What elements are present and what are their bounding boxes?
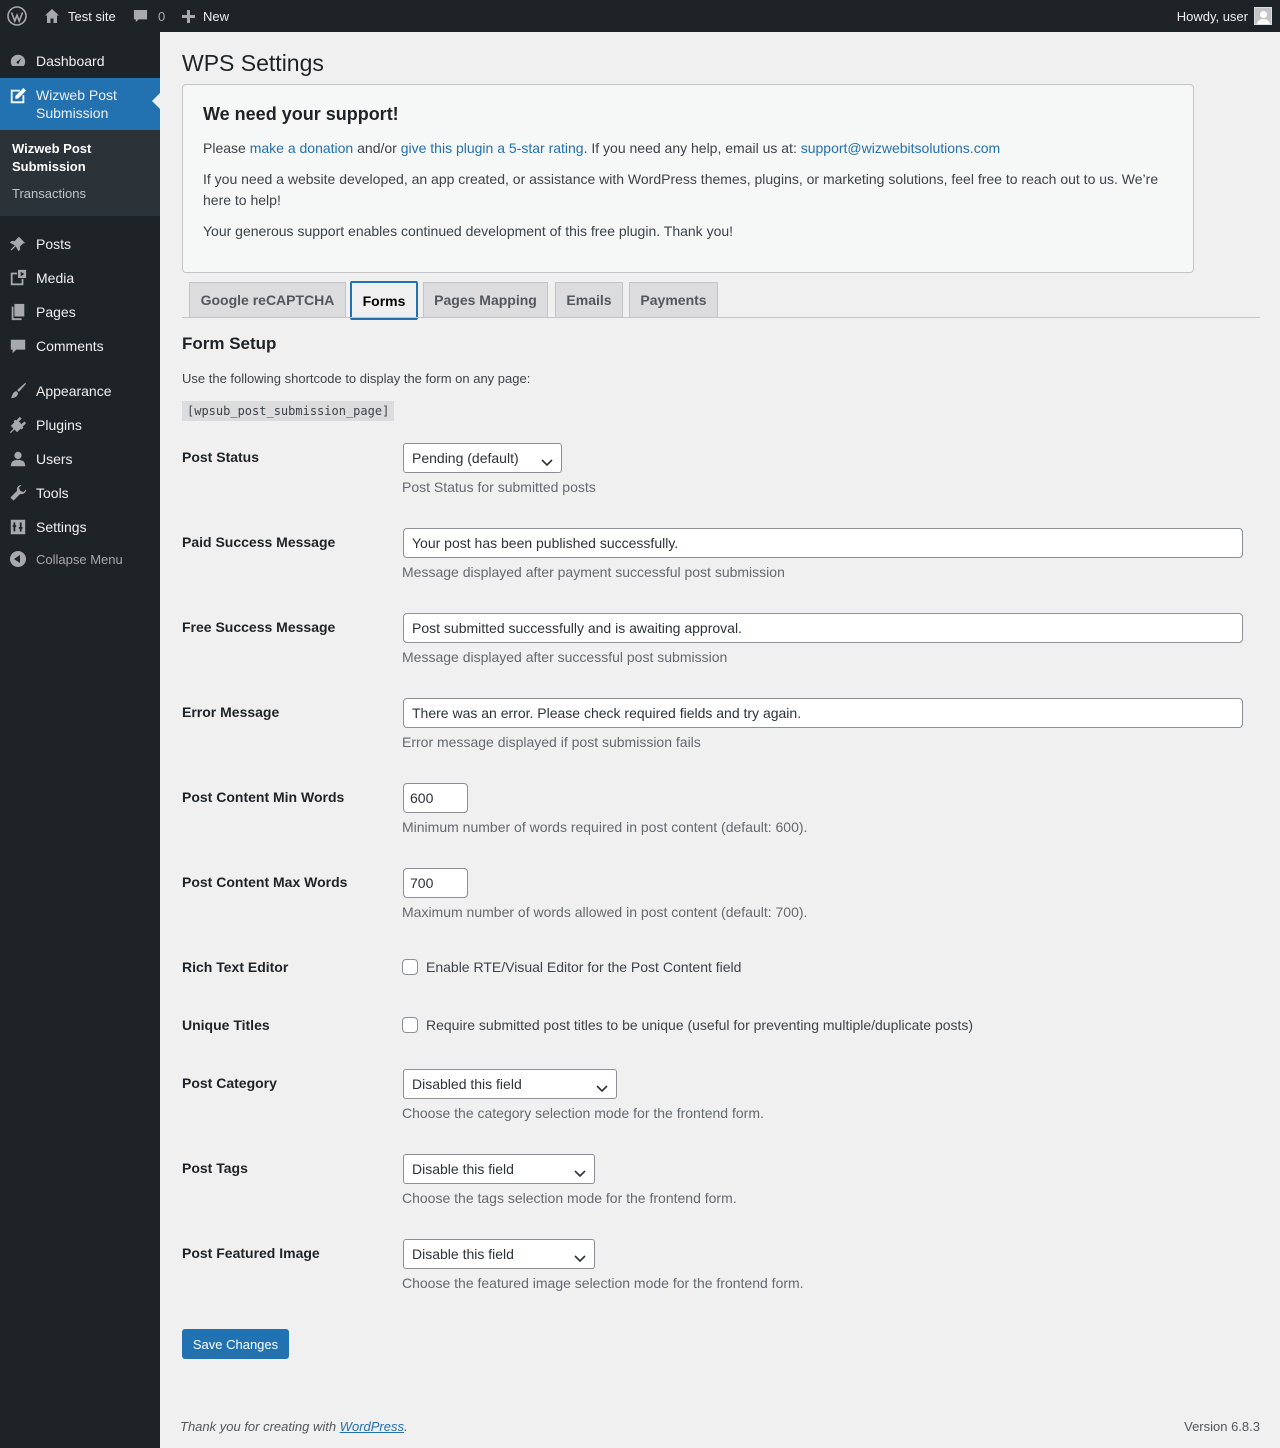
max-words-input[interactable] [403,868,468,898]
tab-emails[interactable]: Emails [555,282,623,318]
collapse-arrow-icon [9,550,27,568]
rating-link[interactable]: give this plugin a 5-star rating [400,140,584,156]
sidebar-item-label: Dashboard [36,53,105,69]
sidebar-item-label: Appearance [36,383,112,399]
sidebar-item-pages[interactable] [0,295,160,329]
save-changes-button[interactable]: Save Changes [182,1329,289,1359]
tab-pages-mapping[interactable]: Pages Mapping [423,282,548,318]
my-account-link[interactable] [1177,0,1272,32]
unique-titles-label: Unique Titles [182,1017,270,1033]
footer-text: . [404,1419,408,1434]
pin-icon [9,235,27,253]
paid-success-description: Message displayed after payment successful post submission [402,564,785,580]
rich-text-label: Rich Text Editor [182,959,289,975]
plus-icon [182,10,195,23]
comments-link[interactable] [133,0,165,32]
donation-link[interactable]: make a donation [249,140,354,156]
free-success-label: Free Success Message [182,619,336,635]
sidebar-item-appearance[interactable] [0,374,160,408]
sidebar-item-settings[interactable] [0,510,160,544]
comments-count: 0 [158,8,166,24]
post-tags-value: Disable this field [412,1161,514,1177]
sidebar-item-label: Tools [36,485,69,501]
sidebar-item-dashboard[interactable] [0,44,160,78]
shortcode-intro: Use the following shortcode to display the form on any page: [182,371,531,386]
sidebar-item-media[interactable] [0,261,160,295]
post-tags-select[interactable] [403,1154,595,1184]
sidebar-item-label: Wizweb Post Submission [36,87,117,121]
site-name: Test site [68,8,116,24]
form-setup-heading: Form Setup [182,334,277,353]
max-words-label: Post Content Max Words [182,874,348,890]
error-message-input[interactable] [403,698,1243,728]
sidebar-item-label: Settings [36,519,87,535]
comment-bubble-icon [133,9,148,24]
post-status-label: Post Status [182,449,260,465]
sidebar-item-label: Comments [36,338,104,354]
featured-image-label: Post Featured Image [182,1245,320,1261]
admin-bar [0,0,1280,32]
chevron-down-icon [541,454,553,470]
wordpress-logo-icon[interactable] [7,0,27,32]
free-success-input[interactable] [403,613,1243,643]
sidebar-item-comments[interactable] [0,329,160,363]
tab-forms[interactable]: Forms [350,281,418,320]
footer-text: Thank you for creating with [180,1419,340,1434]
edit-post-icon [9,87,27,105]
notice-heading: We need your support! [203,104,399,124]
notice-paragraph-services: If you need a website developed, an app created, or assistance with WordPress themes, plugins, or marketing solutions, feel free to reach out to us. We’re here to help! [203,171,1159,208]
post-status-description: Post Status for submitted posts [402,479,596,495]
support-email-link[interactable]: support@wizwebitsolutions.com [800,140,1001,156]
wordpress-link[interactable]: WordPress [339,1419,404,1434]
pages-icon [9,303,27,321]
post-category-description: Choose the category selection mode for the frontend form. [402,1105,764,1121]
post-tags-label: Post Tags [182,1160,248,1176]
sidebar-item-label: Media [36,270,75,286]
wrench-icon [9,484,27,502]
avatar [1254,7,1272,25]
new-label: New [203,8,230,24]
tab-divider [182,317,1260,318]
admin-sidebar [0,32,160,1448]
paid-success-input[interactable] [403,528,1243,558]
featured-image-description: Choose the featured image selection mode for the frontend form. [402,1275,804,1291]
post-category-value: Disabled this field [412,1076,522,1092]
unique-titles-checkbox-label[interactable]: Require submitted post titles to be unique (useful for preventing multiple/duplicate posts) [426,1017,974,1033]
max-words-description: Maximum number of words allowed in post content (default: 700). [402,904,808,920]
notice-text: . If you need any help, email us at: [583,140,801,156]
post-category-select[interactable] [403,1069,617,1099]
notice-text: and/or [353,140,401,156]
comment-icon [9,337,27,355]
shortcode: [wpsub_post_submission_page] [182,401,394,421]
chevron-down-icon [596,1080,608,1096]
footer-thanks [180,1419,408,1434]
user-icon [9,450,27,468]
notice-paragraph-thanks: Your generous support enables continued development of this free plugin. Thank you! [203,223,734,239]
submenu-item-wizweb-post-submission[interactable]: Wizweb Post Submission [12,141,92,174]
paid-success-label: Paid Success Message [182,534,336,550]
brush-icon [9,382,27,400]
new-content-link[interactable] [182,0,229,32]
sidebar-item-wizweb-post-submission[interactable] [0,78,160,130]
min-words-input[interactable] [403,783,468,813]
rich-text-checkbox[interactable] [402,959,418,975]
error-message-label: Error Message [182,704,280,720]
sidebar-item-label: Posts [36,236,72,252]
sidebar-item-label: Plugins [36,417,82,433]
error-message-description: Error message displayed if post submission fails [402,734,701,750]
collapse-menu-button[interactable] [0,544,160,574]
settings-icon [9,518,27,536]
chevron-down-icon [574,1250,586,1266]
sidebar-item-users[interactable] [0,442,160,476]
page-title: WPS Settings [182,50,324,76]
tab-payments[interactable]: Payments [629,282,718,318]
notice-paragraph-donate [203,138,1173,159]
sidebar-item-posts[interactable] [0,227,160,261]
post-status-value: Pending (default) [412,450,519,466]
notice-text: Please [203,140,250,156]
post-tags-description: Choose the tags selection mode for the frontend form. [402,1190,737,1206]
submenu-item-transactions[interactable]: Transactions [12,186,86,201]
min-words-description: Minimum number of words required in post content (default: 600). [402,819,808,835]
featured-image-value: Disable this field [412,1246,514,1262]
post-status-select[interactable] [403,443,562,473]
sidebar-item-plugins[interactable] [0,408,160,442]
sidebar-item-label: Pages [36,304,76,320]
post-category-label: Post Category [182,1075,277,1091]
tab-google-recaptcha[interactable]: Google reCAPTCHA [189,282,346,318]
site-name-link[interactable] [44,0,116,32]
min-words-label: Post Content Min Words [182,789,345,805]
free-success-description: Message displayed after successful post submission [402,649,728,665]
home-icon [44,8,60,24]
sidebar-submenu [0,130,160,216]
featured-image-select[interactable] [403,1239,595,1269]
collapse-menu-label: Collapse Menu [36,551,123,567]
support-notice [182,84,1194,273]
media-icon [9,269,27,287]
sidebar-item-label: Users [36,451,73,467]
sidebar-item-tools[interactable] [0,476,160,510]
chevron-down-icon [574,1165,586,1181]
footer-version: Version 6.8.3 [1184,1419,1260,1434]
rich-text-checkbox-label[interactable]: Enable RTE/Visual Editor for the Post Content field [426,959,742,975]
unique-titles-checkbox[interactable] [402,1017,418,1033]
dashboard-icon [9,52,27,70]
plugin-icon [9,416,27,434]
howdy-text: Howdy, user [1176,8,1248,24]
